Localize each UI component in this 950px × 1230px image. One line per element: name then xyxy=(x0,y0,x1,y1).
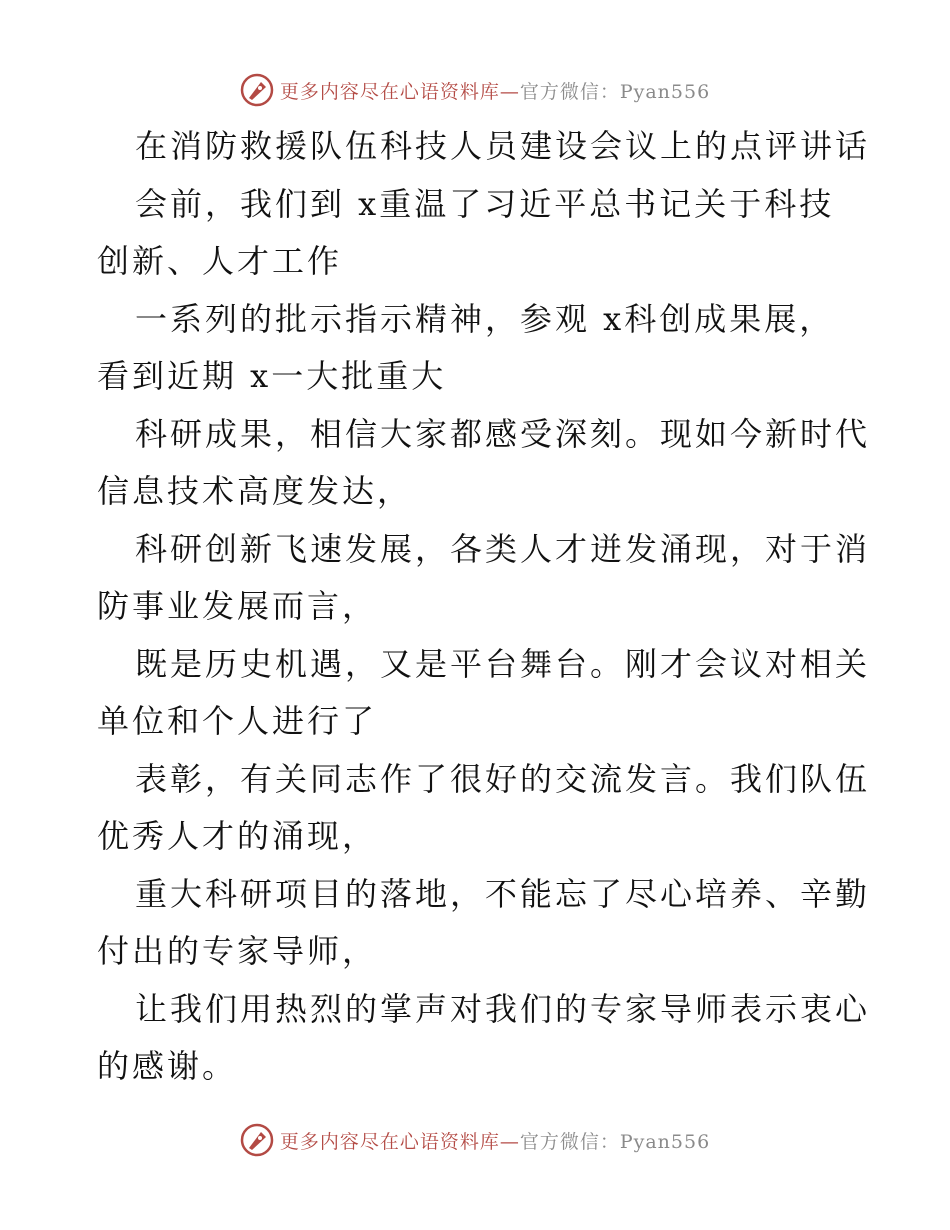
header-banner-text: 更多内容尽在心语资料库—官方微信：Pyan556 xyxy=(279,80,711,103)
paragraph-line: 付出的专家导师， xyxy=(97,932,378,970)
paragraph-line: 科研创新飞速发展，各类人才迸发涌现，对于消 xyxy=(135,529,871,568)
footer-banner-text: 更多内容尽在心语资料库—官方微信：Pyan556 xyxy=(279,1130,711,1153)
paragraph-line: 一系列的批示指示精神，参观 x科创成果展， xyxy=(135,299,835,338)
doc-title: 在消防救援队伍科技人员建设会议上的点评讲话 xyxy=(135,127,871,165)
pen-nib-logo-icon xyxy=(240,1123,274,1157)
footer-wechat-text: 官方微信：Pyan556 xyxy=(519,1130,711,1153)
paragraph-line: 会前，我们到 x重温了习近平总书记关于科技 xyxy=(135,184,835,223)
paragraph-line: 防事业发展而言， xyxy=(97,587,378,625)
footer-banner xyxy=(0,1120,950,1160)
paragraph-line: 信息技术高度发达， xyxy=(97,472,413,510)
document-body xyxy=(97,118,871,1096)
paragraph-line: 重大科研项目的落地，不能忘了尽心培养、辛勤 xyxy=(135,874,871,913)
paragraph-line: 让我们用热烈的掌声对我们的专家导师表示衷心 xyxy=(135,989,871,1028)
paragraph-line: 的感谢。 xyxy=(97,1047,238,1085)
header-wechat-text: 官方微信：Pyan556 xyxy=(519,80,711,103)
paragraph-line: 表彰，有关同志作了很好的交流发言。我们队伍 xyxy=(135,759,871,798)
paragraph-line: 科研成果，相信大家都感受深刻。现如今新时代 xyxy=(135,414,871,453)
pen-nib-logo-icon xyxy=(240,73,274,107)
paragraph-line: 单位和个人进行了 xyxy=(97,702,378,740)
paragraph-line: 看到近期 x一大批重大 xyxy=(97,357,447,395)
paragraph-line: 既是历史机遇，又是平台舞台。刚才会议对相关 xyxy=(135,644,871,683)
paragraph-line: 优秀人才的涌现， xyxy=(97,817,378,855)
header-banner xyxy=(0,70,950,110)
paragraph-line: 创新、人才工作 xyxy=(97,242,343,280)
